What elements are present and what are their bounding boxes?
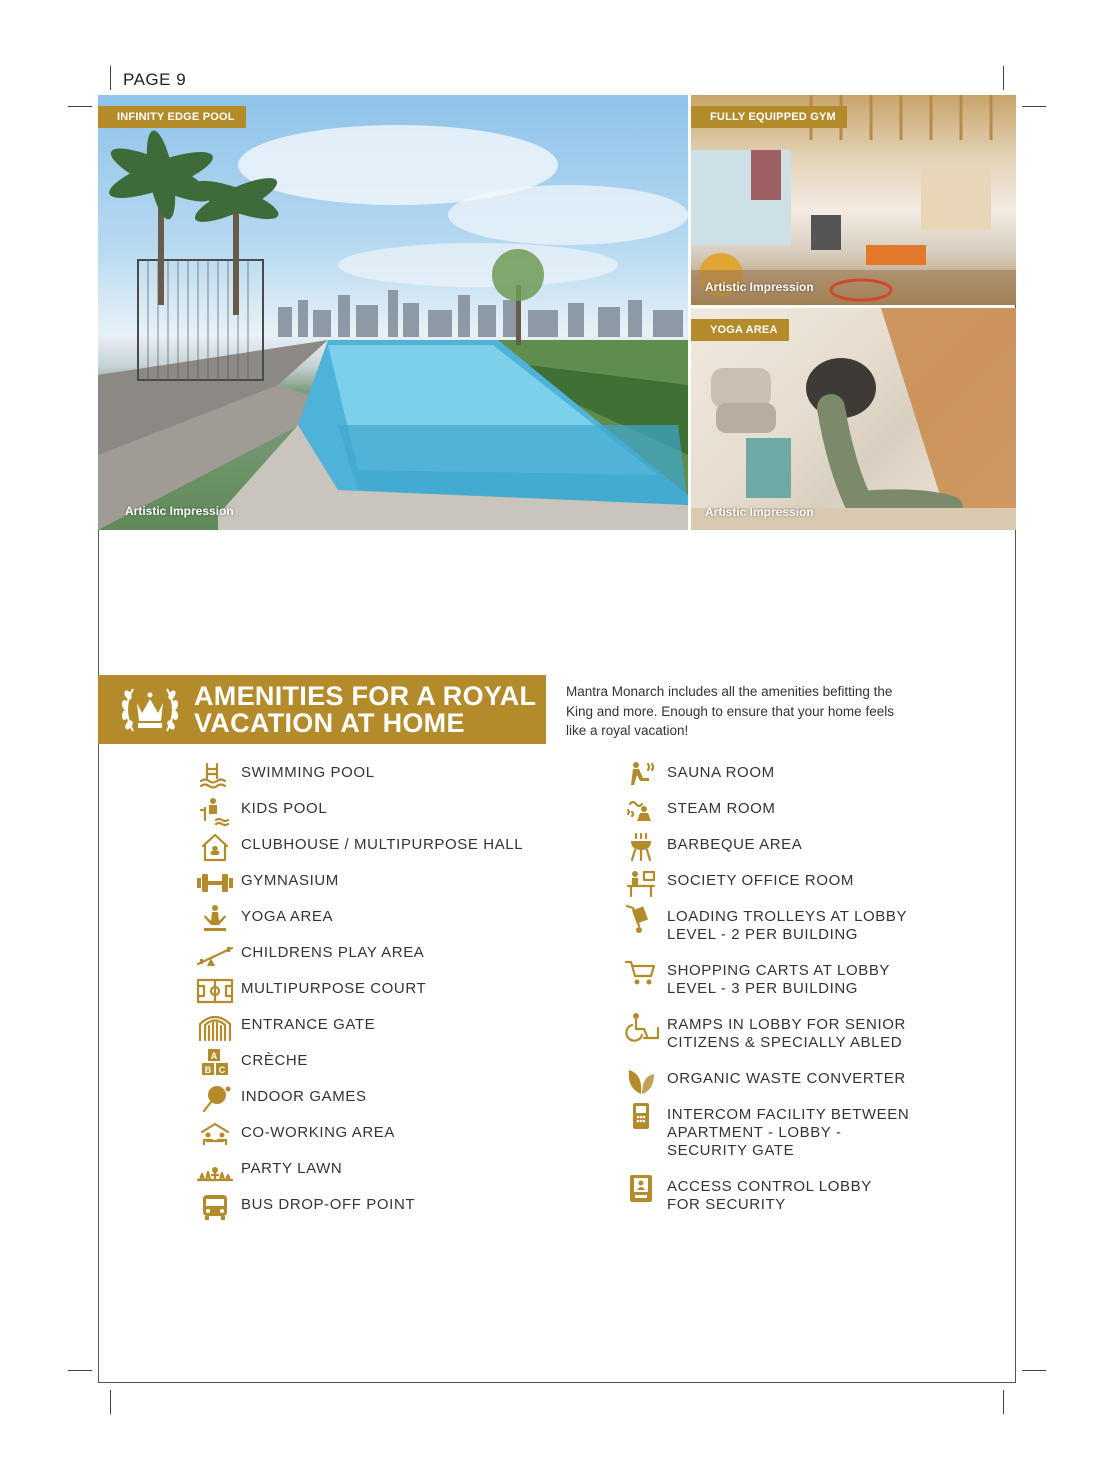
sauna-icon xyxy=(622,760,660,790)
crop-mark xyxy=(68,106,92,107)
crop-mark xyxy=(1022,1370,1046,1371)
amenity-item xyxy=(196,1012,375,1042)
artistic-impression-note: Artistic Impression xyxy=(125,504,234,518)
pool-photo xyxy=(98,95,688,530)
amenity-label: MULTIPURPOSE COURT xyxy=(241,980,427,997)
kids-pool-icon xyxy=(196,796,234,826)
access-control-icon xyxy=(622,1174,660,1204)
amenity-item xyxy=(622,796,776,826)
amenity-item xyxy=(622,760,775,790)
amenity-label: SAUNA ROOM xyxy=(667,764,775,781)
crop-mark xyxy=(1022,106,1046,107)
amenity-label: INDOOR GAMES xyxy=(241,1088,367,1105)
amenity-label: ACCESS CONTROL LOBBY FOR SECURITY xyxy=(667,1178,872,1213)
lawn-icon xyxy=(196,1156,234,1186)
heading-line-1: AMENITIES FOR A ROYAL xyxy=(194,681,537,711)
yoga-photo xyxy=(691,308,1016,530)
amenity-label: CRÈCHE xyxy=(241,1052,308,1069)
amenity-label: LOADING TROLLEYS AT LOBBY LEVEL - 2 PER BUILDING xyxy=(667,908,908,943)
amenity-item xyxy=(622,1066,906,1096)
artistic-impression-note: Artistic Impression xyxy=(705,505,814,519)
amenity-label: BUS DROP-OFF POINT xyxy=(241,1196,416,1213)
amenities-heading-banner xyxy=(98,675,546,744)
amenity-item xyxy=(622,832,802,862)
amenity-label: CO-WORKING AREA xyxy=(241,1124,396,1141)
wheelchair-icon xyxy=(622,1012,660,1042)
amenity-label: CHILDRENS PLAY AREA xyxy=(241,944,425,961)
cart-icon xyxy=(622,958,660,988)
amenity-item xyxy=(622,1174,872,1214)
amenity-item xyxy=(196,796,327,826)
svg-text:B: B xyxy=(204,1065,212,1075)
amenity-label: KIDS POOL xyxy=(241,800,328,817)
amenity-label: RAMPS IN LOBBY FOR SENIOR CITIZENS & SPECIALLY ABLED xyxy=(667,1016,906,1051)
seesaw-icon xyxy=(196,940,234,970)
barbeque-icon xyxy=(622,832,660,862)
amenity-item xyxy=(622,868,854,898)
crown-laurel-icon xyxy=(119,681,181,739)
clubhouse-icon xyxy=(196,832,234,862)
amenity-item xyxy=(622,1102,909,1160)
amenity-label: SOCIETY OFFICE ROOM xyxy=(667,872,854,889)
abc-blocks-icon xyxy=(196,1048,234,1078)
amenity-label: GYMNASIUM xyxy=(241,872,339,889)
amenity-item xyxy=(196,760,375,790)
artistic-impression-note: Artistic Impression xyxy=(705,280,814,294)
svg-text:C: C xyxy=(218,1065,226,1075)
amenity-label: SHOPPING CARTS AT LOBBY LEVEL - 3 PER BUILDING xyxy=(667,962,891,997)
amenity-label: CLUBHOUSE / MULTIPURPOSE HALL xyxy=(241,836,524,853)
yoga-icon xyxy=(196,904,234,934)
court-icon xyxy=(196,976,234,1006)
intercom-icon xyxy=(622,1102,660,1132)
amenity-item xyxy=(196,1192,415,1222)
amenities-heading xyxy=(194,683,536,737)
intro-paragraph: Mantra Monarch includes all the amenities befitting the King and more. Enough to ensure that your home feels like a royal vacation! xyxy=(566,684,894,738)
svg-text:A: A xyxy=(210,1051,218,1061)
pool-illustration xyxy=(98,95,688,530)
ping-pong-icon xyxy=(196,1084,234,1114)
amenity-item xyxy=(196,1156,342,1186)
page-label: PAGE 9 xyxy=(123,70,187,89)
amenity-item xyxy=(622,904,907,944)
amenity-item xyxy=(196,1048,308,1078)
amenity-item xyxy=(196,940,424,970)
crop-mark xyxy=(68,1370,92,1371)
crop-mark xyxy=(110,66,111,90)
amenity-item xyxy=(196,904,333,934)
trolley-icon xyxy=(622,904,660,934)
amenity-label: SWIMMING POOL xyxy=(241,764,375,781)
crop-mark xyxy=(1003,1390,1004,1414)
gym-photo xyxy=(691,95,1016,305)
amenity-item xyxy=(196,976,426,1006)
amenity-item xyxy=(622,958,890,998)
crop-mark xyxy=(1003,66,1004,90)
gate-icon xyxy=(196,1012,234,1042)
amenity-label: INTERCOM FACILITY BETWEEN APARTMENT - LOBBY - SECURITY GATE xyxy=(667,1106,910,1159)
coworking-icon xyxy=(196,1120,234,1150)
photo-tag-pool: INFINITY EDGE POOL xyxy=(98,106,246,128)
photo-tag-yoga: YOGA AREA xyxy=(691,319,789,341)
amenity-label: ENTRANCE GATE xyxy=(241,1016,376,1033)
bus-icon xyxy=(196,1192,234,1222)
amenity-item xyxy=(196,868,339,898)
steam-icon xyxy=(622,796,660,826)
leaf-icon xyxy=(622,1066,660,1096)
heading-line-2: VACATION AT HOME xyxy=(194,708,465,738)
amenity-item xyxy=(622,1012,906,1052)
dumbbell-icon xyxy=(196,868,234,898)
office-icon xyxy=(622,868,660,898)
amenity-label: PARTY LAWN xyxy=(241,1160,343,1177)
amenity-label: STEAM ROOM xyxy=(667,800,776,817)
amenity-label: BARBEQUE AREA xyxy=(667,836,803,853)
crop-mark xyxy=(110,1390,111,1414)
swimming-pool-icon xyxy=(196,760,234,790)
photo-tag-gym: FULLY EQUIPPED GYM xyxy=(691,106,847,128)
amenity-item xyxy=(196,832,523,862)
amenity-item xyxy=(196,1084,367,1114)
amenity-item xyxy=(196,1120,395,1150)
amenity-label: ORGANIC WASTE CONVERTER xyxy=(667,1070,906,1087)
yoga-illustration xyxy=(691,308,1016,530)
amenity-label: YOGA AREA xyxy=(241,908,334,925)
